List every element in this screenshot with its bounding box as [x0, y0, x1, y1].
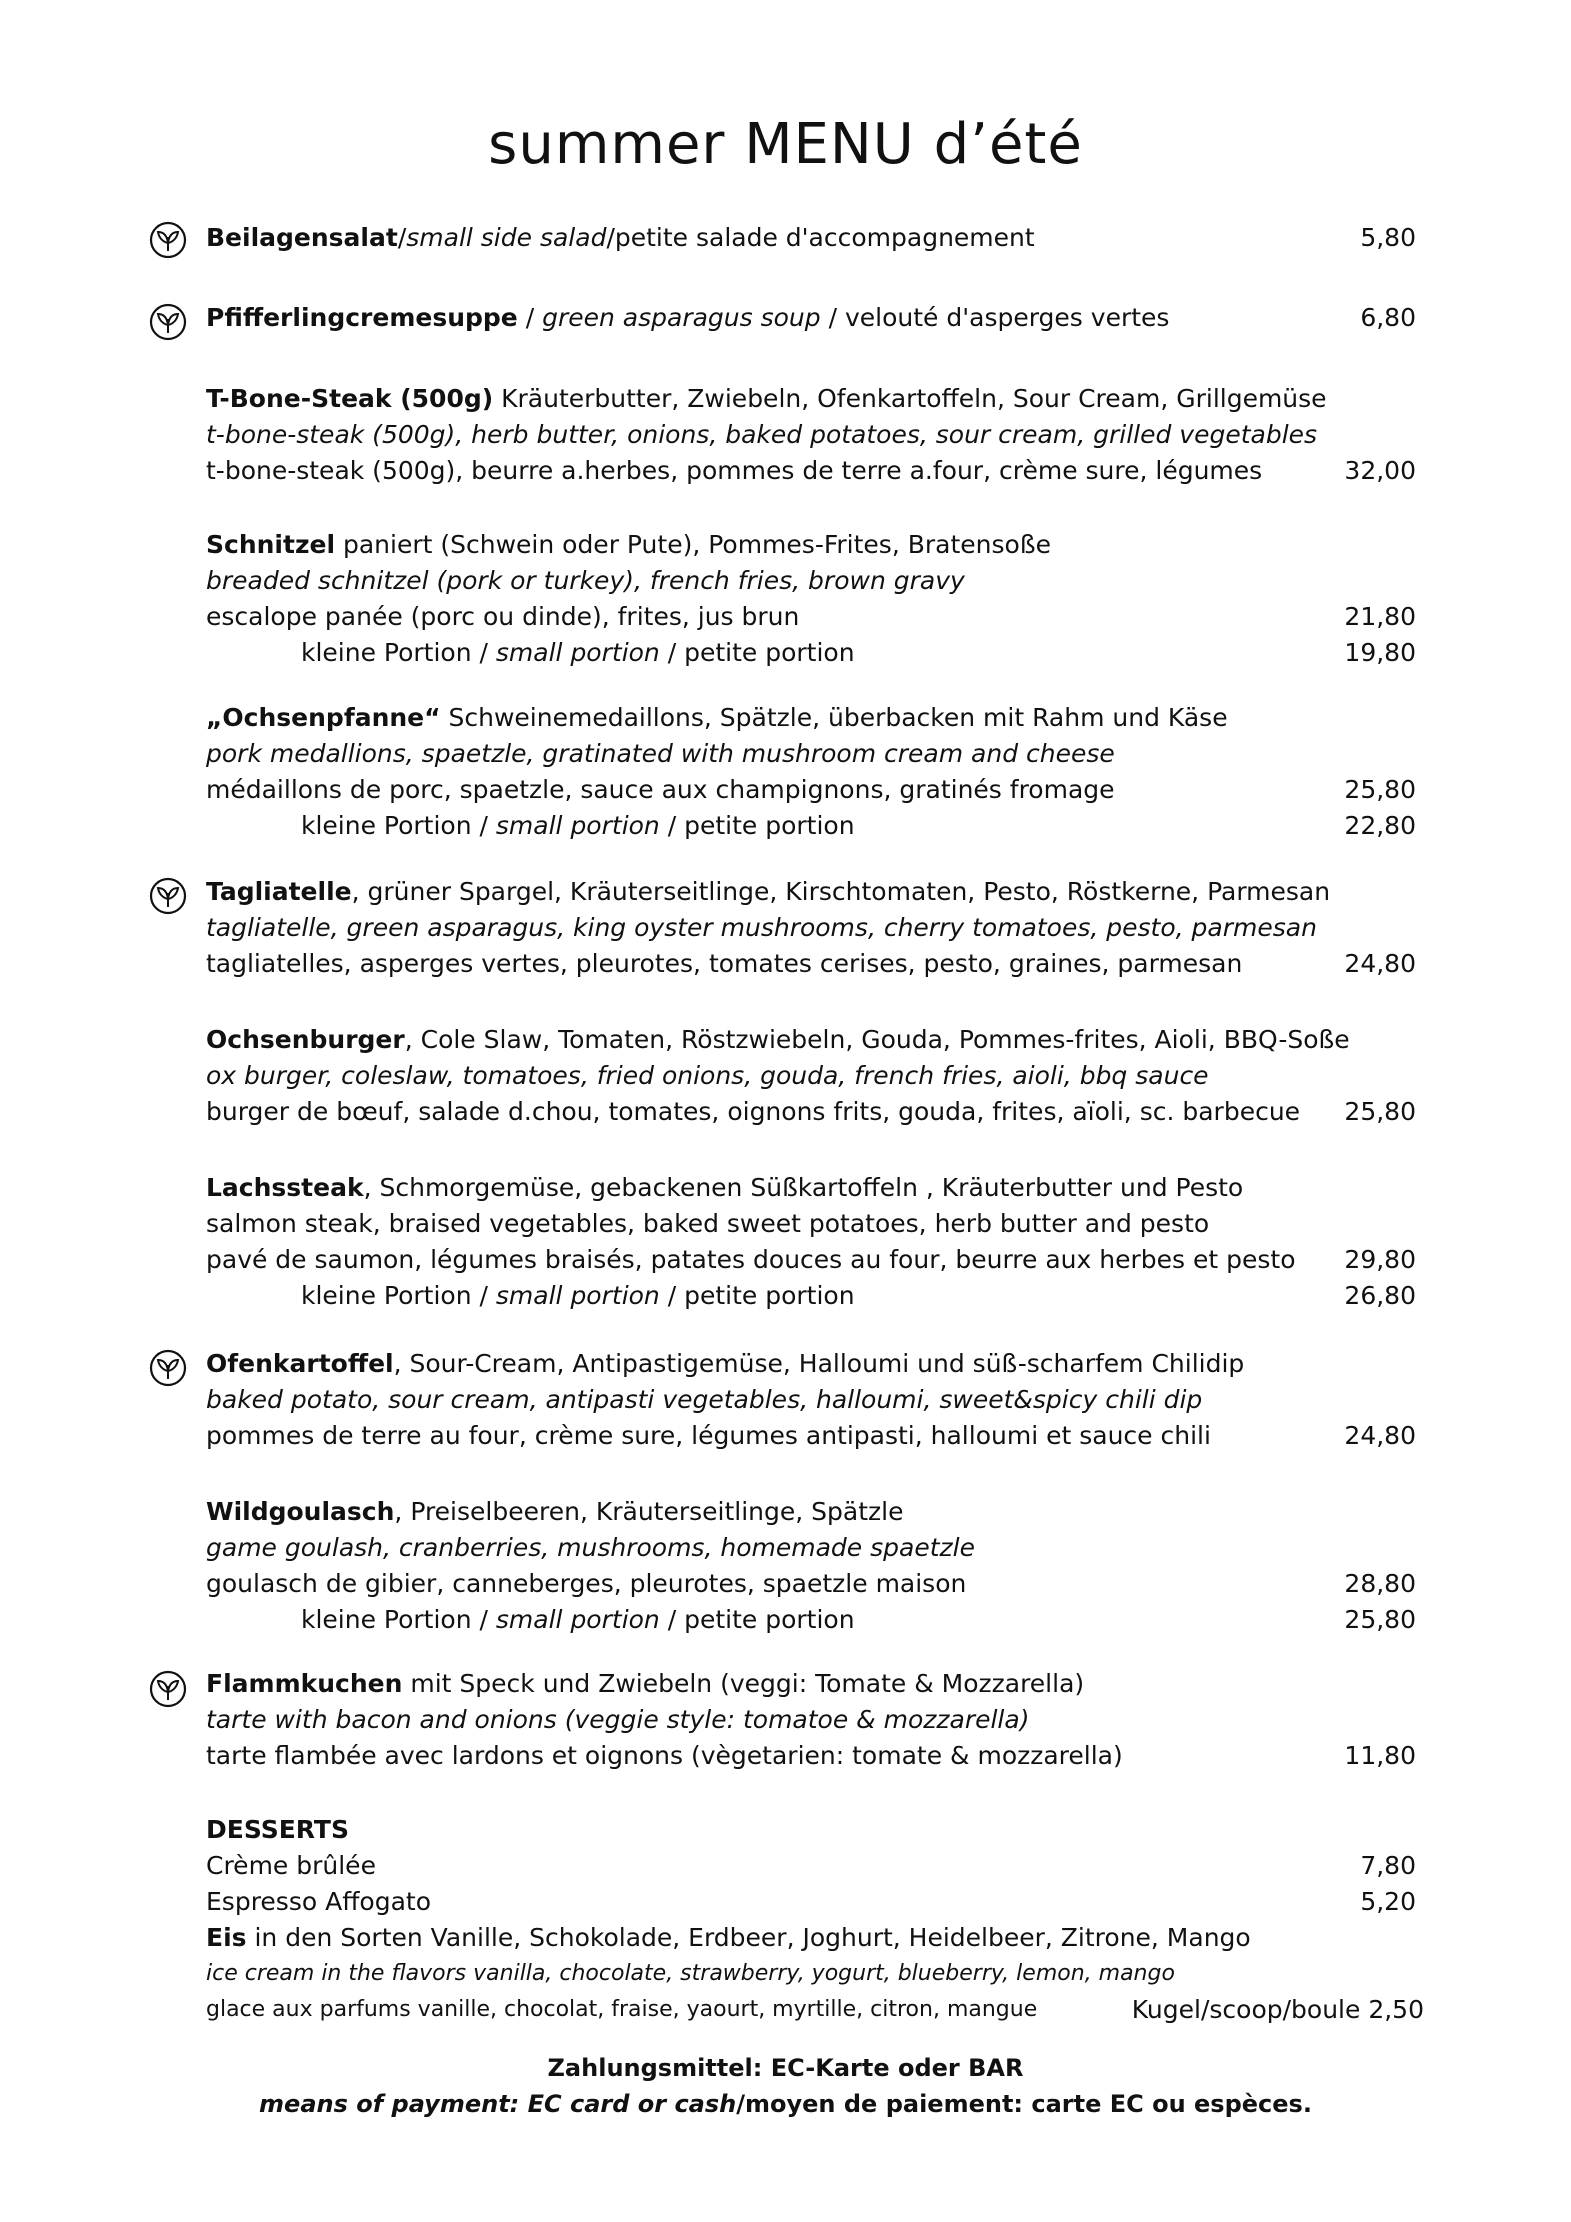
- leaf-icon: [148, 1669, 188, 1709]
- item-french: tagliatelles, asperges vertes, pleurotes, tomates cerises, pesto, graines, parmesan: [206, 949, 1243, 978]
- small-portion-french: petite portion: [684, 811, 855, 840]
- item-french: petite salade d'accompagnement: [614, 223, 1035, 252]
- menu-item-ochsenburger: [206, 1022, 1416, 1130]
- leaf-icon: [148, 1348, 188, 1388]
- item-price: 32,00: [1344, 456, 1416, 485]
- item-german: mit Speck und Zwiebeln (veggi: Tomate & Mozzarella): [402, 1669, 1085, 1698]
- item-german: Kräuterbutter, Zwiebeln, Ofenkartoffeln, Sour Cream, Grillgemüse: [493, 384, 1327, 413]
- small-portion-row: [206, 808, 1416, 844]
- dessert-name: Crème brûlée: [206, 1851, 376, 1880]
- item-name: Flammkuchen: [206, 1669, 403, 1698]
- item-german: , Sour-Cream, Antipastigemüse, Halloumi und süß-scharfem Chilidip: [393, 1349, 1245, 1378]
- small-portion-row: [206, 1278, 1416, 1314]
- item-english: baked potato, sour cream, antipasti vegetables, halloumi, sweet&spicy chili dip: [206, 1385, 1203, 1414]
- item-name: Schnitzel: [206, 530, 336, 559]
- leaf-icon: [148, 302, 188, 342]
- item-price: 6,80: [1360, 303, 1416, 332]
- small-portion-english: small portion: [495, 638, 660, 667]
- dessert-name: Espresso Affogato: [206, 1887, 431, 1916]
- menu-item-wildgoulasch: [206, 1494, 1416, 1638]
- item-price: 25,80: [1344, 1097, 1416, 1126]
- section-heading: DESSERTS: [206, 1815, 349, 1844]
- item-name: T-Bone-Steak (500g): [206, 384, 494, 413]
- item-english: green asparagus soup: [542, 303, 821, 332]
- item-english: game goulash, cranberries, mushrooms, homemade spaetzle: [206, 1533, 975, 1562]
- separator: /: [820, 303, 845, 332]
- payment-line-translations: [0, 2086, 1571, 2122]
- item-price: 21,80: [1344, 602, 1416, 631]
- separator: /: [606, 223, 615, 252]
- small-portion-price: 19,80: [1344, 638, 1416, 667]
- separator: /: [659, 638, 685, 667]
- separator: /: [471, 811, 496, 840]
- item-name: Tagliatelle: [206, 877, 352, 906]
- desserts-section: [206, 1812, 1424, 2028]
- item-english: tagliatelle, green asparagus, king oyster mushrooms, cherry tomatoes, pesto, parmesan: [206, 913, 1317, 942]
- item-english: t-bone-steak (500g), herb butter, onions, baked potatoes, sour cream, grilled vegetables: [206, 420, 1318, 449]
- item-price: 29,80: [1344, 1245, 1416, 1274]
- payment-french: /moyen de paiement: carte EC ou espèces.: [736, 2090, 1312, 2118]
- menu-item-tagliatelle: [206, 874, 1416, 982]
- item-english: breaded schnitzel (pork or turkey), french fries, brown gravy: [206, 566, 965, 595]
- item-price: 24,80: [1344, 1421, 1416, 1450]
- item-name: Pfifferlingcremesuppe: [206, 303, 518, 332]
- item-name: Beilagensalat: [206, 223, 398, 252]
- item-french: burger de bœuf, salade d.chou, tomates, oignons frits, gouda, frites, aïoli, sc. barbecue: [206, 1097, 1301, 1126]
- small-portion-english: small portion: [495, 1605, 660, 1634]
- separator: /: [471, 638, 496, 667]
- item-price: 5,80: [1360, 223, 1416, 252]
- item-german: paniert (Schwein oder Pute), Pommes-Frites, Bratensoße: [335, 530, 1051, 559]
- item-german: Schweinemedaillons, Spätzle, überbacken mit Rahm und Käse: [440, 703, 1228, 732]
- payment-english: means of payment: EC card or cash: [259, 2090, 737, 2118]
- small-portion-english: small portion: [495, 811, 660, 840]
- item-french: escalope panée (porc ou dinde), frites, jus brun: [206, 602, 800, 631]
- menu-item-ochsenpfanne: [206, 700, 1416, 844]
- item-french: t-bone-steak (500g), beurre a.herbes, pommes de terre a.four, crème sure, légumes: [206, 456, 1263, 485]
- dessert-german: in den Sorten Vanille, Schokolade, Erdbeer, Joghurt, Heidelbeer, Zitrone, Mango: [246, 1923, 1251, 1952]
- separator: /: [659, 1281, 685, 1310]
- item-english: pork medallions, spaetzle, gratinated with mushroom cream and cheese: [206, 739, 1115, 768]
- menu-item-schnitzel: [206, 527, 1416, 671]
- item-price: 11,80: [1344, 1741, 1416, 1770]
- menu-item-lachssteak: [206, 1170, 1416, 1314]
- separator: /: [397, 223, 407, 252]
- item-price: 25,80: [1344, 775, 1416, 804]
- item-english: small side salad: [406, 223, 607, 252]
- menu-item-flammkuchen: [206, 1666, 1416, 1774]
- item-german: , Schmorgemüse, gebackenen Süßkartoffeln , Kräuterbutter und Pesto: [363, 1173, 1244, 1202]
- dessert-french: glace aux parfums vanille, chocolat, fraise, yaourt, myrtille, citron, mangue: [206, 1997, 1038, 2022]
- menu-item-tbone: [206, 381, 1416, 489]
- leaf-icon: [148, 220, 188, 260]
- separator: /: [659, 811, 685, 840]
- dessert-name: Eis: [206, 1923, 247, 1952]
- separator: /: [659, 1605, 685, 1634]
- small-portion-price: 26,80: [1344, 1281, 1416, 1310]
- dessert-price: 7,80: [1360, 1851, 1416, 1880]
- small-portion-french: petite portion: [684, 638, 855, 667]
- small-portion-french: petite portion: [684, 1605, 855, 1634]
- item-price: 28,80: [1344, 1569, 1416, 1598]
- item-german: , grüner Spargel, Kräuterseitlinge, Kirschtomaten, Pesto, Röstkerne, Parmesan: [351, 877, 1331, 906]
- menu-item-ofenkartoffel: [206, 1346, 1416, 1454]
- item-english: tarte with bacon and onions (veggie style: tomatoe & mozzarella): [206, 1705, 1030, 1734]
- item-english: salmon steak, braised vegetables, baked sweet potatoes, herb butter and pesto: [206, 1209, 1210, 1238]
- small-portion-german: kleine Portion: [301, 811, 472, 840]
- small-portion-german: kleine Portion: [301, 1605, 472, 1634]
- item-name: Ochsenburger: [206, 1025, 405, 1054]
- item-french: goulasch de gibier, canneberges, pleurotes, spaetzle maison: [206, 1569, 967, 1598]
- item-german: , Cole Slaw, Tomaten, Röstzwiebeln, Gouda, Pommes-frites, Aioli, BBQ-Soße: [404, 1025, 1350, 1054]
- small-portion-english: small portion: [495, 1281, 660, 1310]
- dessert-price: 5,20: [1360, 1887, 1416, 1916]
- small-portion-price: 25,80: [1344, 1605, 1416, 1634]
- small-portion-german: kleine Portion: [301, 638, 472, 667]
- item-name: Wildgoulasch: [206, 1497, 395, 1526]
- item-french: velouté d'asperges vertes: [844, 303, 1170, 332]
- payment-line-german: Zahlungsmittel: EC-Karte oder BAR: [547, 2054, 1024, 2082]
- small-portion-german: kleine Portion: [301, 1281, 472, 1310]
- item-french: pommes de terre au four, crème sure, légumes antipasti, halloumi et sauce chili: [206, 1421, 1211, 1450]
- small-portion-row: [206, 1602, 1416, 1638]
- small-portion-row: [206, 635, 1416, 671]
- payment-footer: [0, 2050, 1571, 2122]
- small-portion-price: 22,80: [1344, 811, 1416, 840]
- item-german: , Preiselbeeren, Kräuterseitlinge, Spätzle: [394, 1497, 904, 1526]
- item-french: médaillons de porc, spaetzle, sauce aux champignons, gratinés fromage: [206, 775, 1115, 804]
- separator: /: [517, 303, 543, 332]
- menu-item-beilagensalat: [206, 220, 1416, 256]
- leaf-icon: [148, 876, 188, 916]
- page-title: summer MENU d’été: [488, 112, 1083, 177]
- menu-item-suppe: [206, 300, 1416, 336]
- separator: /: [471, 1281, 496, 1310]
- item-name: „Ochsenpfanne“: [206, 703, 441, 732]
- small-portion-french: petite portion: [684, 1281, 855, 1310]
- item-french: tarte flambée avec lardons et oignons (vègetarien: tomate & mozzarella): [206, 1741, 1123, 1770]
- item-english: ox burger, coleslaw, tomatoes, fried onions, gouda, french fries, aioli, bbq sauce: [206, 1061, 1209, 1090]
- dessert-price: Kugel/scoop/boule 2,50: [1131, 1995, 1424, 2024]
- item-french: pavé de saumon, légumes braisés, patates douces au four, beurre aux herbes et pesto: [206, 1245, 1296, 1274]
- separator: /: [471, 1605, 496, 1634]
- item-price: 24,80: [1344, 949, 1416, 978]
- dessert-english: ice cream in the flavors vanilla, chocolate, strawberry, yogurt, blueberry, lemon, mango: [206, 1961, 1175, 1986]
- item-name: Lachssteak: [206, 1173, 364, 1202]
- item-name: Ofenkartoffel: [206, 1349, 394, 1378]
